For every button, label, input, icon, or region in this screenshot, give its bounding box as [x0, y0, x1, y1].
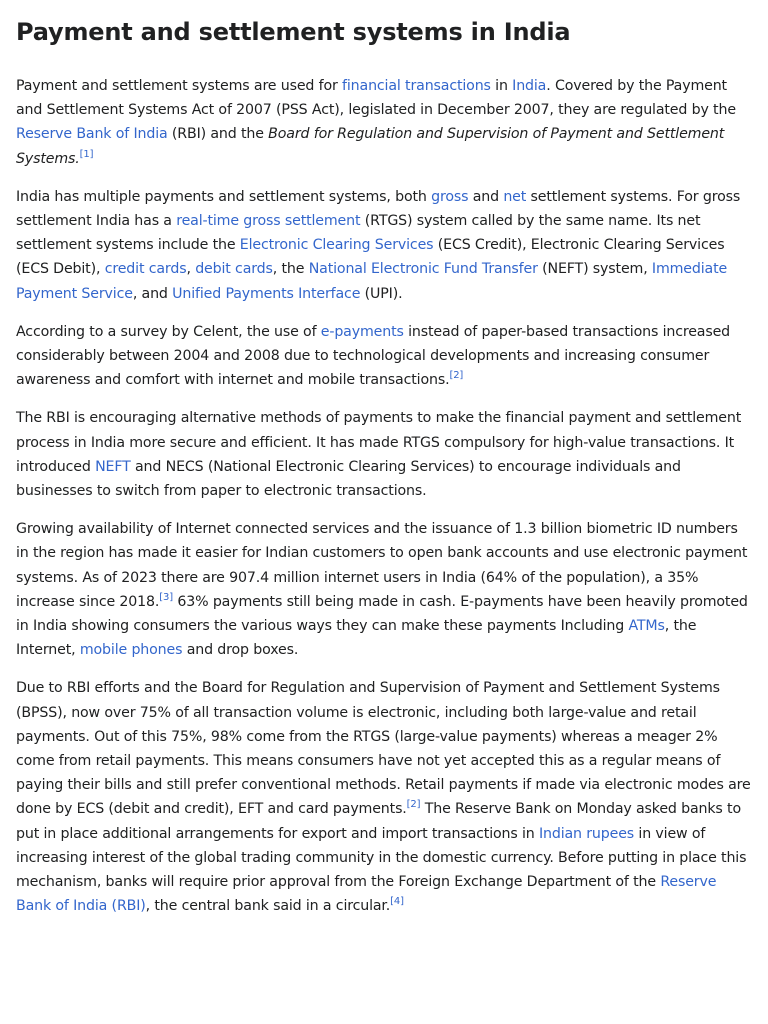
paragraph-1	[16, 74, 754, 171]
text: (RTGS) system called by the same name. Its net settlement systems include the	[16, 213, 701, 254]
text: 63% payments still being made in cash. E-payments have been heavily promoted in India showing consumers the various ways they can make these payments Including	[16, 593, 748, 635]
text: (UPI).	[360, 285, 403, 302]
text: settlement systems. For gross settlement India has a	[16, 188, 741, 230]
reference-4	[390, 896, 404, 907]
link-financial-transactions[interactable]: financial transactions	[342, 78, 491, 94]
article	[16, 14, 754, 933]
link-unified-payments-interface[interactable]: Unified Payments Interface	[172, 285, 361, 302]
link-net[interactable]: net	[503, 188, 527, 205]
text: , the Internet,	[16, 618, 697, 659]
citation-link[interactable]: [2]	[406, 799, 421, 811]
text: According to a survey by Celent, the use of	[16, 323, 321, 340]
text: India has multiple payments and settlement systems, both	[16, 188, 432, 205]
link-real-time-gross-settlement[interactable]: real-time gross settlement	[176, 213, 361, 230]
text: Growing availability of Internet connected services and the issuance of 1.3 billion biometric ID numbers in the region has made it easier for Indian customers to open bank accounts and use electronic payment systems. As of 2023 there are 907.4 million internet users in India (64% of the population), a 35% increase since 2018.	[16, 521, 748, 610]
link-indian-rupees[interactable]: Indian rupees	[538, 825, 635, 842]
link-immediate-payment-service[interactable]: Immediate Payment Service	[16, 261, 728, 302]
link-credit-cards[interactable]: credit cards	[104, 261, 187, 278]
text: , and	[132, 285, 173, 302]
text: Due to RBI efforts and the Board for Regulation and Supervision of Payment and Settlement Systems (BPSS), now over 75% of all transaction volume is electronic, including both large-value and retail payments. Out of this 75%, 98% come from the RTGS (large-value payments) whereas a meager 2% come from retail payments. This means consumers have not yet accepted this as a regular means of paying their bills and still prefer conventional methods. Retail payments if made via electronic modes are done by ECS (debit and credit), EFT and card payments.	[16, 680, 751, 818]
citation-link[interactable]: [3]	[159, 591, 174, 603]
paragraph-2	[16, 185, 754, 306]
reference-3	[159, 592, 173, 603]
text: in view of increasing interest of the global trading community in the domestic currency. Before putting in place this mechanism, banks will require prior approval from the Foreign Exchange Department of the	[16, 825, 747, 891]
reference-2	[407, 799, 421, 810]
text: in	[490, 78, 513, 94]
reference-2	[449, 370, 463, 381]
text: The RBI is encouraging alternative methods of payments to make the financial payment and settlement process in India more secure and efficient. It has made RTGS compulsory for high-value transactions. It introduced	[16, 410, 742, 475]
link-national-electronic-fund-transfer[interactable]: National Electronic Fund Transfer	[308, 261, 538, 278]
paragraph-6	[16, 676, 754, 918]
text: ,	[186, 261, 196, 278]
link-mobile-phones[interactable]: mobile phones	[79, 642, 183, 659]
link-neft[interactable]: NEFT	[95, 458, 131, 475]
text: (RBI) and the	[167, 126, 269, 143]
text: The Reserve Bank on Monday asked banks to put in place additional arrangements for export and import transactions in	[16, 801, 741, 842]
link-reserve-bank-of-india[interactable]: Reserve Bank of India	[16, 126, 168, 143]
text: (ECS Credit), Electronic Clearing Services (ECS Debit),	[16, 237, 725, 278]
citation-link[interactable]: [2]	[449, 370, 464, 382]
paragraph-5	[16, 517, 754, 662]
text: Payment and settlement systems are used for	[16, 78, 343, 94]
link-atms[interactable]: ATMs	[628, 618, 665, 635]
text: , the	[272, 261, 309, 278]
link-india[interactable]: India	[512, 78, 547, 94]
text: instead of paper-based transactions increased considerably between 2004 and 2008 due to technological developments and increasing consumer awareness and comfort with internet and mobile transactions.	[16, 323, 731, 389]
text: . Covered by the Payment and Settlement Systems Act of 2007 (PSS Act), legislated in December 2007, they are regulated by the	[16, 78, 736, 119]
link-e-payments[interactable]: e-payments	[320, 323, 404, 340]
text: and	[468, 188, 504, 205]
link-reserve-bank-of-india-rbi[interactable]: Reserve Bank of India (RBI)	[16, 874, 717, 915]
paragraph-3	[16, 320, 754, 393]
page-title: Payment and settlement systems in India	[16, 18, 571, 46]
citation-link[interactable]: [1]	[79, 148, 94, 160]
text: , the central bank said in a circular.	[145, 898, 391, 915]
paragraph-4	[16, 406, 754, 503]
link-debit-cards[interactable]: debit cards	[195, 261, 273, 278]
link-gross[interactable]: gross	[431, 188, 469, 205]
text: and NECS (National Electronic Clearing Services) to encourage individuals and businesses to switch from paper to electronic transactions.	[16, 458, 681, 500]
citation-link[interactable]: [4]	[390, 896, 404, 908]
text: (NEFT) system,	[537, 261, 652, 278]
board-name: Board for Regulation and Supervision of Payment and Settlement Systems.	[16, 126, 725, 167]
link-electronic-clearing-services[interactable]: Electronic Clearing Services	[239, 237, 434, 254]
reference-1	[80, 149, 94, 160]
text: and drop boxes.	[182, 642, 299, 659]
